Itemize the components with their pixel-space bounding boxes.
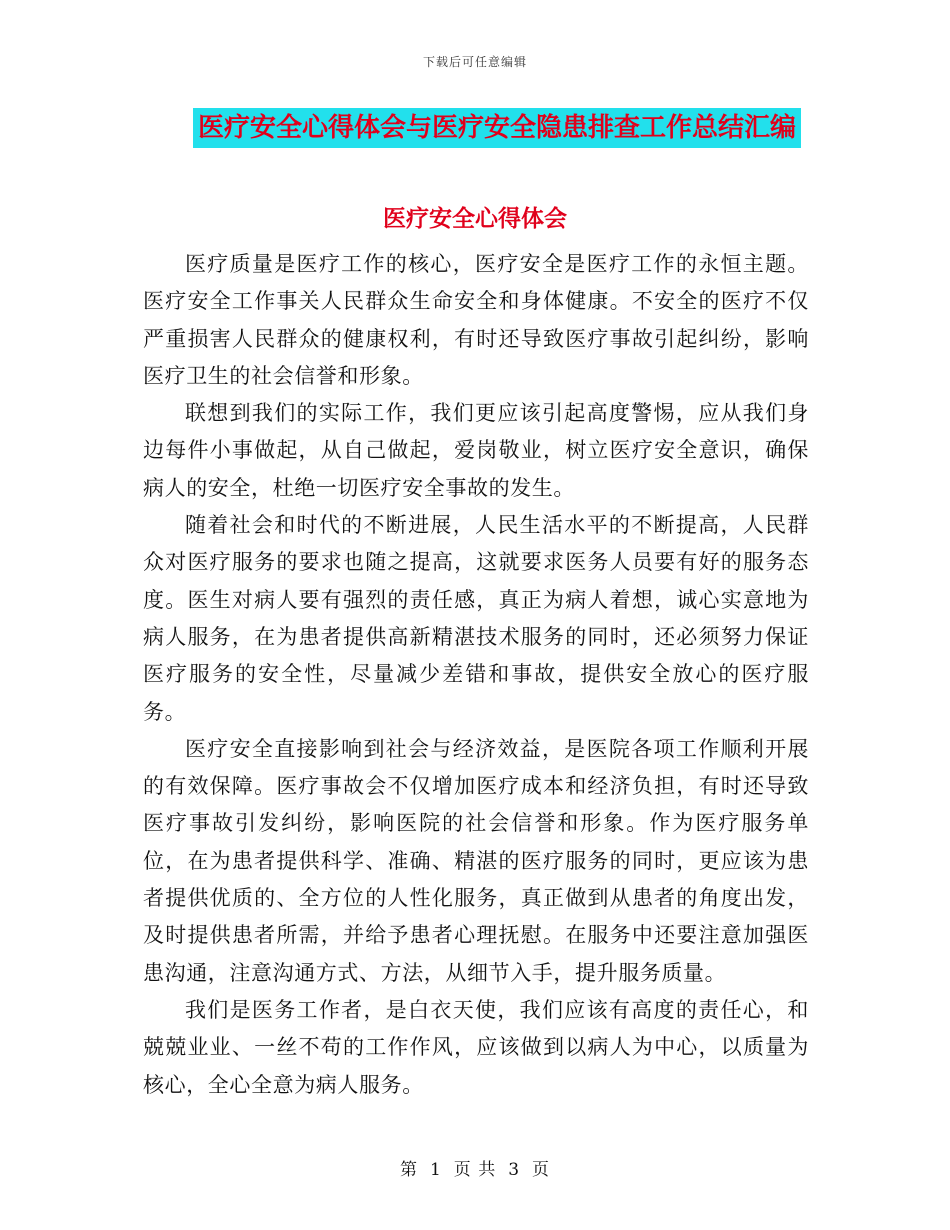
footer-suffix: 页	[532, 1160, 551, 1180]
page-footer	[0, 1155, 950, 1180]
main-title-highlight	[193, 108, 801, 148]
current-page-number: 1	[429, 1160, 442, 1180]
footer-prefix: 第	[399, 1160, 418, 1180]
total-pages-number: 3	[508, 1160, 521, 1180]
section-title: 医疗安全心得体会	[383, 206, 567, 232]
paragraph: 医疗安全直接影响到社会与经济效益，是医院各项工作顺利开展的有效保障。医疗事故会不仅增加医疗成本和经济负担，有时还导致医疗事故引发纠纷，影响医院的社会信誉和形象。作为医疗服务单位，在为患者提供科学、准确、精湛的医疗服务的同时，更应该为患者提供优质的、全方位的人性化服务，真正做到从患者的角度出发，及时提供患者所需，并给予患者心理抚慰。在服务中还要注意加强医患沟通，注意沟通方式、方法，从细节入手，提升服务质量。	[143, 736, 809, 985]
paragraph: 联想到我们的实际工作，我们更应该引起高度警惕，应从我们身边每件小事做起，从自己做起，爱岗敬业，树立医疗安全意识，确保病人的安全，杜绝一切医疗安全事故的发生。	[143, 401, 809, 500]
paragraph: 随着社会和时代的不断进展，人民生活水平的不断提高，人民群众对医疗服务的要求也随之提高，这就要求医务人员要有好的服务态度。医生对病人要有强烈的责任感，真正为病人着想，诚心实意地为病人服务，在为患者提供高新精湛技术服务的同时，还必须努力保证医疗服务的安全性，尽量减少差错和事故，提供安全放心的医疗服务。	[143, 513, 809, 724]
paragraph: 我们是医务工作者，是白衣天使，我们应该有高度的责任心，和兢兢业业、一丝不苟的工作作风，应该做到以病人为中心，以质量为核心，全心全意为病人服务。	[143, 997, 809, 1097]
footer-middle: 页 共	[453, 1160, 497, 1180]
main-title: 医疗安全心得体会与医疗安全隐患排查工作总结汇编	[197, 113, 796, 143]
document-body	[143, 246, 809, 1104]
header-note: 下载后可任意编辑	[422, 55, 527, 69]
paragraph: 医疗质量是医疗工作的核心，医疗安全是医疗工作的永恒主题。医疗安全工作事关人民群众生命安全和身体健康。不安全的医疗不仅严重损害人民群众的健康权利，有时还导致医疗事故引起纠纷，影响医疗卫生的社会信誉和形象。	[143, 252, 809, 388]
